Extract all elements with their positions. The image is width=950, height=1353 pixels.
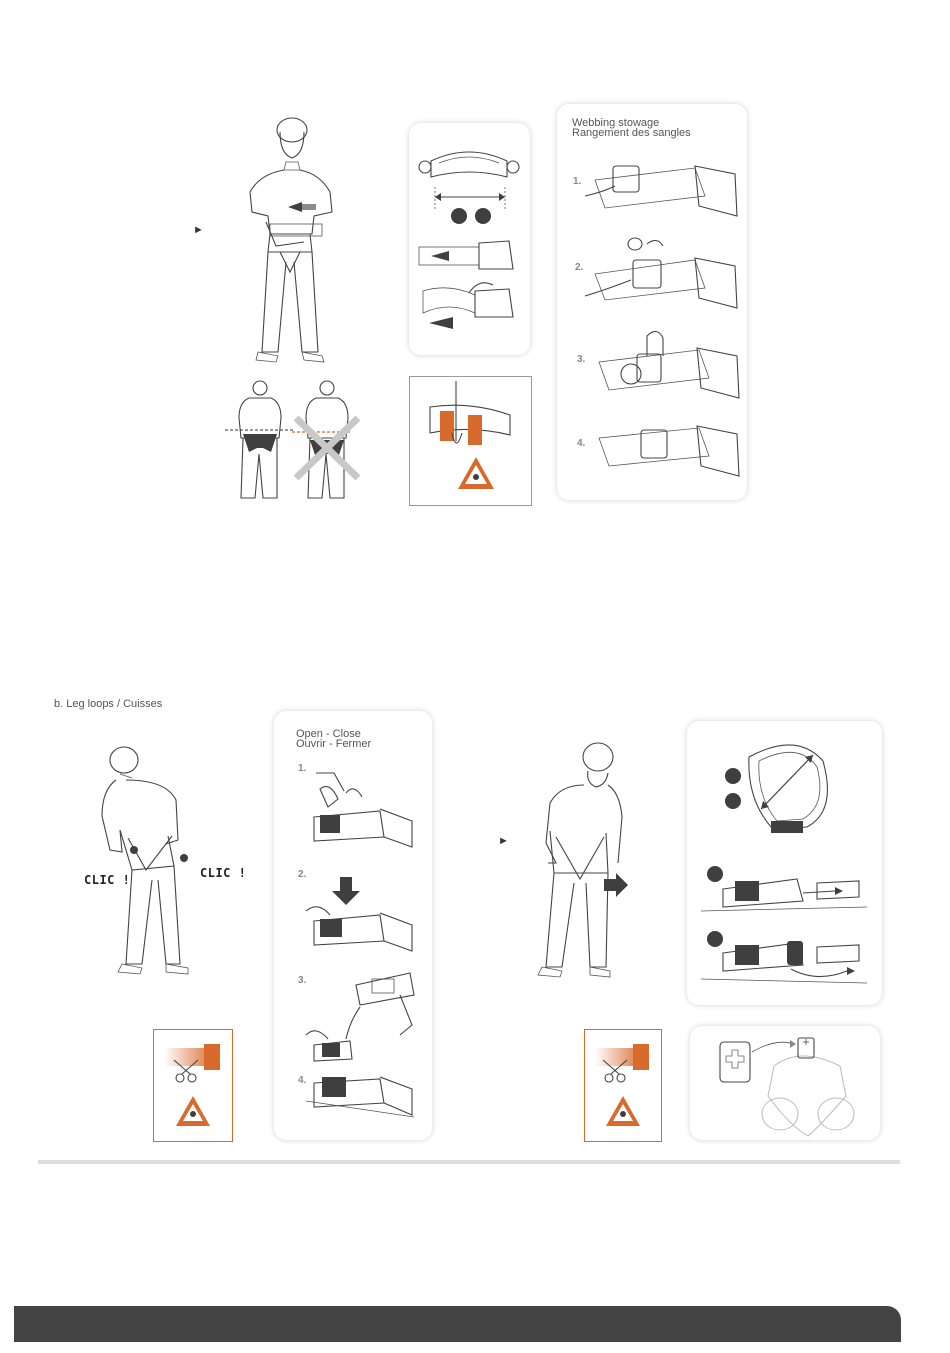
open-close-step-3-illustration xyxy=(300,965,420,1065)
figure-leg-loops-clipping xyxy=(96,740,206,980)
clic-label-right: CLIC ! xyxy=(200,866,247,880)
figure-leg-loops-adjusting xyxy=(520,733,630,981)
leg-loops-section-title: b. Leg loops / Cuisses xyxy=(54,698,163,710)
open-close-step-1-illustration xyxy=(300,767,420,857)
warning-panel-belt xyxy=(409,376,532,506)
open-close-panel xyxy=(274,711,432,1140)
stowage-step-3-label: 3. xyxy=(577,354,586,365)
stowage-step-4-illustration xyxy=(593,418,745,488)
open-close-step-3-label: 3. xyxy=(298,975,307,986)
stowage-step-1-illustration xyxy=(585,158,745,228)
open-close-step-1-label: 1. xyxy=(298,763,307,774)
stowage-step-2-label: 2. xyxy=(575,262,584,273)
figure-back-view-incorrect xyxy=(292,378,362,503)
clic-label-left: CLIC ! xyxy=(84,873,131,887)
section-divider xyxy=(38,1160,900,1164)
pointer-arrow-icon-2: ► xyxy=(498,835,509,847)
stowage-step-1-label: 1. xyxy=(573,176,582,187)
webbing-stowage-title-en: Webbing stowage xyxy=(572,117,660,129)
leg-adjustment-panel xyxy=(687,721,882,1005)
webbing-stowage-panel xyxy=(557,104,747,500)
footer-bar xyxy=(14,1306,901,1342)
pointer-arrow-icon: ► xyxy=(193,224,204,236)
stowage-step-4-label: 4. xyxy=(577,438,586,449)
stowage-step-2-illustration xyxy=(585,234,745,312)
figure-back-view-correct xyxy=(225,378,295,503)
figure-waist-belt-tightening xyxy=(240,112,340,372)
waist-adjustment-panel xyxy=(409,123,530,355)
stowage-step-3-illustration xyxy=(593,326,745,406)
open-close-step-4-label: 4. xyxy=(298,1075,307,1086)
open-close-step-2-label: 2. xyxy=(298,869,307,880)
warning-panel-cut-left xyxy=(153,1029,233,1142)
webbing-stowage-title-fr: Rangement des sangles xyxy=(572,127,691,139)
open-close-step-2-illustration xyxy=(300,871,420,961)
first-aid-pouch-panel xyxy=(690,1026,880,1140)
open-close-step-4-illustration xyxy=(300,1067,420,1127)
open-close-title-en: Open - Close xyxy=(296,728,361,740)
warning-panel-cut-right xyxy=(584,1029,662,1142)
open-close-title-fr: Ouvrir - Fermer xyxy=(296,738,372,750)
